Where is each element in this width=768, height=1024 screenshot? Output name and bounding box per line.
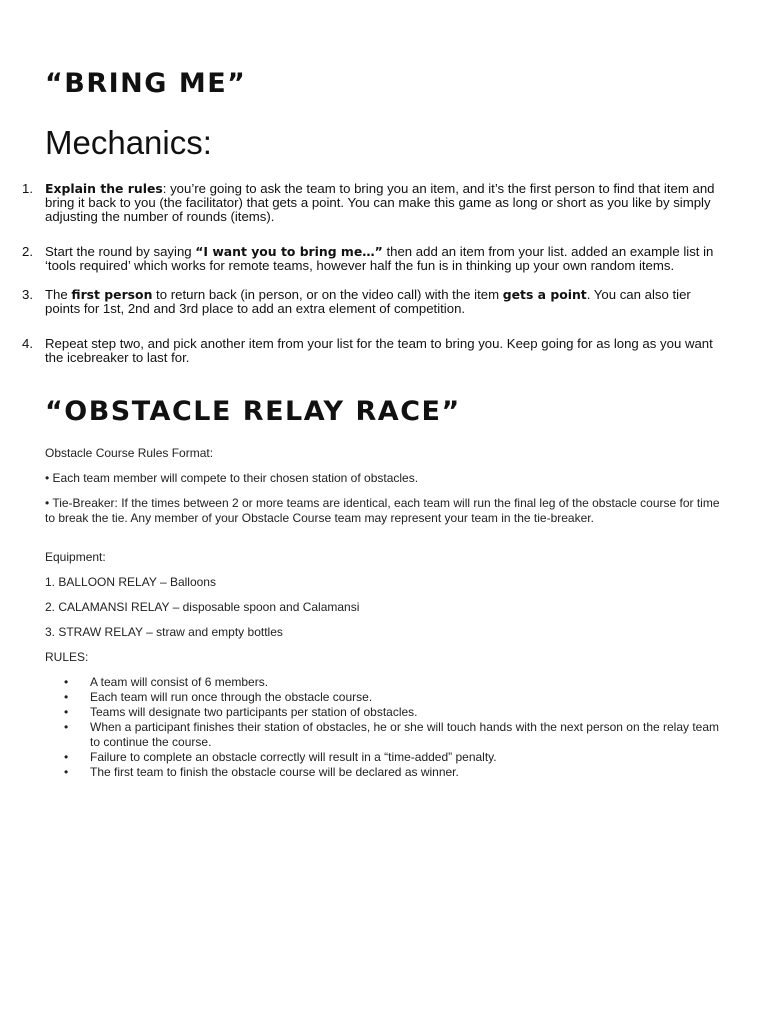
rule-list-item — [0, 765, 768, 780]
bullet-icon: • — [64, 720, 69, 734]
step-number: 3. — [22, 287, 33, 302]
bullet-icon: • — [64, 705, 69, 719]
step-number: 4. — [22, 336, 33, 351]
rules-list — [0, 675, 768, 780]
rule-text: The first team to finish the obstacle course will be declared as winner. — [90, 765, 459, 779]
step-text — [45, 245, 729, 273]
bullet-icon: • — [64, 675, 69, 689]
equipment-item: 2. CALAMANSI RELAY – disposable spoon and Calamansi — [45, 600, 360, 614]
mechanics-heading: Mechanics: — [45, 124, 212, 161]
step-bold-text: “I want you to bring me…” — [195, 244, 383, 259]
bullet-icon: • — [64, 690, 69, 704]
bullet-icon: • — [64, 750, 69, 764]
rule-list-item — [0, 750, 768, 765]
obstacle-relay-title: “OBSTACLE RELAY RACE” — [45, 396, 461, 427]
step-body-text: then add an item from your list. added an example list in ‘tools required’ which works for remote teams, however half the fun is in thinking up your own random items. — [45, 244, 714, 273]
rule-list-item — [0, 720, 768, 750]
step-intro-text: The — [45, 287, 72, 302]
rules-label: RULES: — [45, 650, 89, 664]
step-bold-text: first person — [71, 287, 153, 302]
rule-text: A team will consist of 6 members. — [90, 675, 269, 689]
step-number: 1. — [22, 181, 33, 196]
rule-text: Teams will designate two participants per station of obstacles. — [90, 705, 418, 719]
bullet-icon: • — [64, 765, 69, 779]
tie-breaker-bullet: • Tie-Breaker: If the times between 2 or more teams are identical, each team will run the final leg of the obstacle course for time to break the tie. Any member of your Obstacle Course team may represent your team in the tie-breaker. — [45, 496, 720, 525]
equipment-item: 1. BALLOON RELAY – Balloons — [45, 575, 216, 589]
equipment-label: Equipment: — [45, 550, 106, 564]
equipment-item: 3. STRAW RELAY – straw and empty bottles — [45, 625, 283, 639]
step-text — [45, 288, 729, 316]
step-body-text: : you’re going to ask the team to bring you an item, and it’s the first person to find that item and bring it back to you (the facilitator) that gets a point. You can make this game as long or short as you like by simply adjusting the number of rounds (items). — [45, 181, 715, 224]
bring-me-title: “BRING ME” — [45, 68, 247, 99]
compete-bullet: • Each team member will compete to their chosen station of obstacles. — [45, 471, 419, 485]
step-bold-text-2: gets a point — [502, 287, 587, 302]
rules-format-label: Obstacle Course Rules Format: — [45, 446, 214, 460]
step-intro-text: Start the round by saying — [45, 244, 196, 259]
step-middle-text: to return back (in person, or on the video call) with the item — [152, 287, 503, 302]
rule-text: When a participant finishes their station of obstacles, he or she will touch hands with the next person on the relay team to continue the course. — [90, 720, 720, 749]
step-text — [45, 182, 729, 224]
step-bold-text: Explain the rules — [45, 181, 163, 196]
rule-text: Each team will run once through the obstacle course. — [90, 690, 373, 704]
rule-list-item — [0, 705, 768, 720]
rule-list-item — [0, 690, 768, 705]
step-body-text: . You can also tier points for 1st, 2nd and 3rd place to add an extra element of competition. — [45, 287, 691, 316]
rule-text: Failure to complete an obstacle correctly will result in a “time-added” penalty. — [90, 750, 497, 764]
step-number: 2. — [22, 244, 33, 259]
rule-list-item — [0, 675, 768, 690]
step-text: Repeat step two, and pick another item from your list for the team to bring you. Keep going for as long as you want the icebreaker to last for. — [45, 336, 713, 365]
